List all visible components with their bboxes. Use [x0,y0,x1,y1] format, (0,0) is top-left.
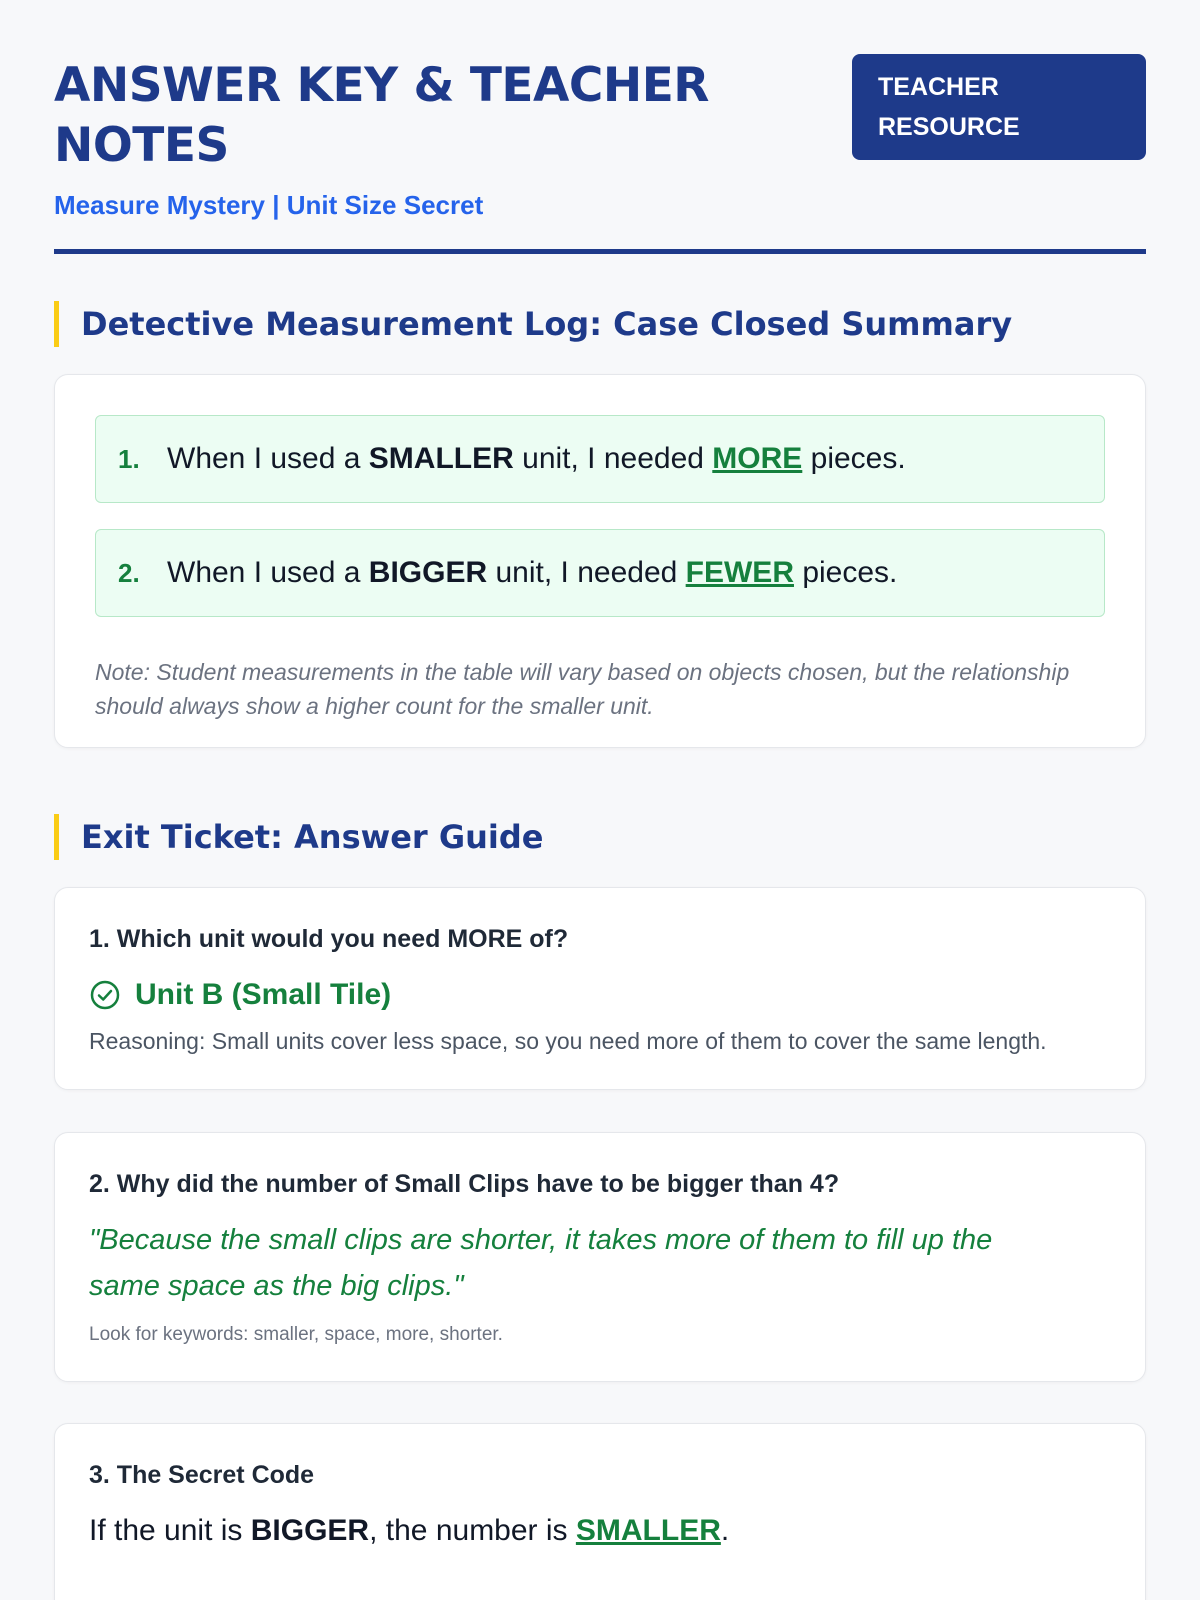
page-header [54,0,1146,254]
secret-code-answer: If the unit is BIGGER, the number is SMALLER. [89,1514,730,1547]
question-3-title: 3. The Secret Code [89,1461,315,1489]
summary-item-number: 2. [118,557,140,588]
question-1-answer [89,978,391,1012]
page-subtitle: Measure Mystery | Unit Size Secret [54,190,484,220]
question-card-1 [54,887,1146,1090]
summary-item [95,529,1105,617]
summary-item-number: 1. [118,443,140,474]
question-2-hint: Look for keywords: smaller, space, more, shorter. [89,1324,503,1345]
secret-code-word: SMALLER [575,1514,721,1547]
question-1-reasoning: Reasoning: Small units cover less space, so you need more of them to cover the same length. [89,1028,1047,1054]
check-circle-icon [89,979,121,1011]
summary-answer: MORE [712,442,803,475]
summary-item-text: When I used a BIGGER unit, I needed FEWER pieces. [167,556,898,589]
summary-heading: Detective Measurement Log: Case Closed Summary [54,301,1012,347]
question-1-title: 1. Which unit would you need MORE of? [89,925,569,953]
summary-note: Note: Student measurements in the table will vary based on objects chosen, but the relationship should always show a higher count for the smaller unit. [95,659,1070,719]
question-card-3 [54,1423,1146,1600]
summary-card [54,374,1146,748]
answer-text: Unit B (Small Tile) [135,978,392,1011]
question-2-model-answer: "Because the small clips are shorter, it takes more of them to fill up the same space as the big clips." [89,1224,993,1302]
summary-item [95,415,1105,503]
page-title: ANSWER KEY & TEACHER NOTES [54,58,709,173]
teacher-resource-badge: TEACHER RESOURCE [852,54,1146,160]
summary-item-text: When I used a SMALLER unit, I needed MORE pieces. [167,442,906,475]
exit-ticket-heading: Exit Ticket: Answer Guide [54,814,543,860]
summary-answer: FEWER [685,556,794,589]
question-card-2 [54,1132,1146,1382]
question-2-title: 2. Why did the number of Small Clips have to be bigger than 4? [89,1170,840,1198]
